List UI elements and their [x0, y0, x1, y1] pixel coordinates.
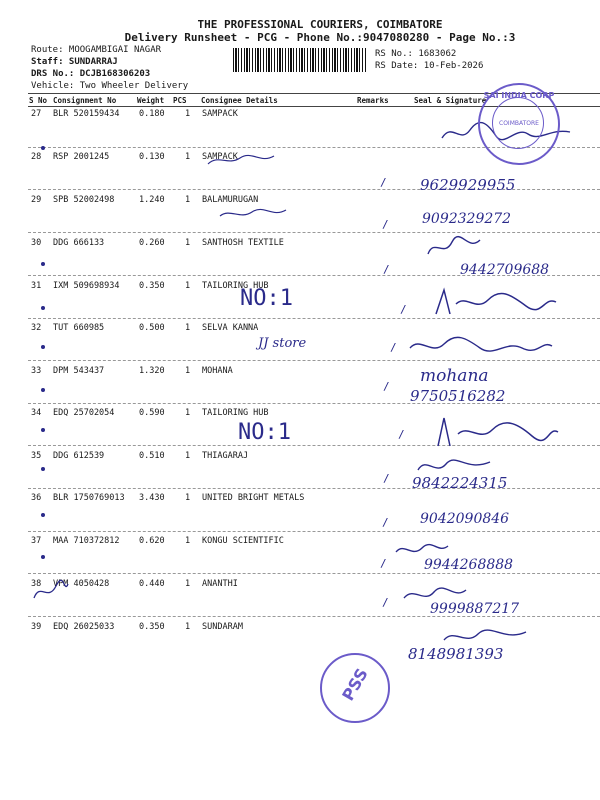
barcode: [233, 48, 367, 72]
ink-scribble: [206, 152, 276, 168]
row-consignment: DDG 612539: [53, 451, 105, 461]
handwritten-phone: 9944268888: [424, 557, 514, 573]
handwritten-phone: 9842224315: [412, 474, 508, 492]
col-consignee: Consignee Details: [201, 96, 278, 105]
row-consignee: UNITED BRIGHT METALS: [202, 493, 305, 503]
row-pcs: 1: [185, 152, 191, 162]
table-row: [0, 493, 600, 535]
stamp-text: PSS: [338, 665, 372, 704]
row-pcs: 1: [185, 451, 191, 461]
signature-scribble: [400, 582, 470, 606]
row-weight: 0.350: [139, 622, 165, 632]
route-label: Route: MOOGAMBIGAI NAGAR: [31, 45, 162, 55]
row-sno: 36: [31, 493, 42, 503]
seal-top-text: SAI INDIA CORP: [483, 91, 555, 100]
handwritten-no1: NO:1: [240, 286, 293, 311]
row-consignee: SAMPACK: [202, 109, 238, 119]
tick-mark: /: [390, 341, 397, 354]
ink-mark: [41, 467, 45, 471]
tick-mark: /: [400, 303, 407, 316]
handwritten-phone: 9629929955: [420, 176, 516, 194]
row-weight: 0.180: [139, 109, 165, 119]
row-divider: [28, 232, 600, 233]
row-sno: 39: [31, 622, 42, 632]
handwritten-phone: 9750516282: [410, 387, 506, 405]
row-consignment: DDG 666133: [53, 238, 105, 248]
company-title: THE PROFESSIONAL COURIERS, COIMBATORE: [197, 18, 443, 31]
row-sno: 30: [31, 238, 42, 248]
row-weight: 0.510: [139, 451, 165, 461]
tick-mark: /: [383, 263, 390, 276]
row-weight: 0.440: [139, 579, 165, 589]
row-consignee: TAILORING HUB: [202, 408, 269, 418]
signature-scribble: [414, 452, 494, 478]
row-consignment: DPM 543437: [53, 366, 105, 376]
row-sno: 34: [31, 408, 42, 418]
company-seal: [478, 83, 560, 165]
signature-scribble: [406, 330, 556, 360]
handwritten-phone: 9042090846: [420, 511, 510, 527]
row-sno: 29: [31, 195, 42, 205]
row-pcs: 1: [185, 622, 191, 632]
ink-mark: [41, 388, 45, 392]
row-weight: 0.590: [139, 408, 165, 418]
row-weight: 0.260: [139, 238, 165, 248]
row-consignee: TAILORING HUB: [202, 281, 269, 291]
row-divider: [28, 488, 600, 489]
row-weight: 0.130: [139, 152, 165, 162]
row-sno: 33: [31, 366, 42, 376]
ink-mark: [41, 146, 45, 150]
row-consignee: SANTHOSH TEXTILE: [202, 238, 284, 248]
tick-mark: /: [380, 176, 387, 189]
row-pcs: 1: [185, 493, 191, 503]
runsheet-subtitle: Delivery Runsheet - PCG - Phone No.:9047080280 - Page No.:3: [124, 31, 516, 44]
row-weight: 0.350: [139, 281, 165, 291]
row-weight: 3.430: [139, 493, 165, 503]
row-consignee: ANANTHI: [202, 579, 238, 589]
tick-mark: /: [382, 516, 389, 529]
signature-scribble: [430, 284, 560, 320]
row-sno: 35: [31, 451, 42, 461]
row-sno: 32: [31, 323, 42, 333]
row-pcs: 1: [185, 195, 191, 205]
ink-mark: [41, 428, 45, 432]
row-weight: 0.620: [139, 536, 165, 546]
staff-label: Staff: SUNDARRAJ: [31, 57, 118, 67]
ink-scribble: [218, 206, 288, 222]
signature-scribble: [440, 624, 530, 648]
col-seal-signature: Seal & Signature: [414, 96, 487, 105]
row-consignment: BLR 1750769013: [53, 493, 125, 503]
handwritten-jj-store: JJ store: [258, 336, 307, 351]
row-pcs: 1: [185, 408, 191, 418]
handwritten-mohana: mohana: [420, 366, 489, 386]
row-consignment: IXM 509698934: [53, 281, 120, 291]
row-consignment: BLR 520159434: [53, 109, 120, 119]
tick-mark: /: [382, 596, 389, 609]
row-pcs: 1: [185, 579, 191, 589]
col-consignment: Consignment No: [53, 96, 117, 105]
ink-scribble: [30, 576, 70, 606]
row-sno: 27: [31, 109, 42, 119]
drs-label: DRS No.: DCJB168306203: [31, 69, 151, 79]
tick-mark: /: [380, 557, 387, 570]
rs-date: RS Date: 10-Feb-2026: [375, 61, 484, 71]
signature-scribble: [392, 538, 452, 560]
ink-mark: [41, 262, 45, 266]
row-sno: 37: [31, 536, 42, 546]
row-consignment: MAA 710372812: [53, 536, 120, 546]
ink-mark: [41, 555, 45, 559]
col-weight: Weight: [137, 96, 165, 105]
round-stamp: [320, 653, 390, 723]
row-consignee: MOHANA: [202, 366, 233, 376]
handwritten-phone: 9442709688: [460, 262, 550, 278]
col-remarks: Remarks: [357, 96, 389, 105]
row-pcs: 1: [185, 366, 191, 376]
tick-mark: /: [398, 428, 405, 441]
ink-mark: [41, 513, 45, 517]
rs-number: RS No.: 1683062: [375, 49, 457, 59]
row-divider: [28, 360, 600, 361]
row-pcs: 1: [185, 281, 191, 291]
tick-mark: /: [382, 218, 389, 231]
row-consignment: TUT 660985: [53, 323, 105, 333]
row-consignee: SUNDARAM: [202, 622, 243, 632]
tick-mark: /: [383, 380, 390, 393]
handwritten-phone: 8148981393: [408, 645, 504, 663]
row-consignment: VPM 4050428: [53, 579, 110, 589]
ink-mark: [41, 306, 45, 310]
col-pcs: PCS: [173, 96, 187, 105]
row-consignee: THIAGARAJ: [202, 451, 249, 461]
row-sno: 38: [31, 579, 42, 589]
signature-scribble: [432, 412, 562, 452]
row-pcs: 1: [185, 536, 191, 546]
ink-mark: [41, 345, 45, 349]
handwritten-no1-second: NO:1: [238, 420, 291, 445]
col-sno: S No: [29, 96, 48, 105]
row-divider: [28, 403, 600, 404]
row-weight: 0.500: [139, 323, 165, 333]
row-consignee: KONGU SCIENTIFIC: [202, 536, 284, 546]
row-weight: 1.240: [139, 195, 165, 205]
row-consignee: SELVA KANNA: [202, 323, 259, 333]
vehicle-label: Vehicle: Two Wheeler Delivery: [31, 81, 189, 91]
seal-city-text: COIMBATORE: [499, 120, 539, 127]
row-consignment: RSP 2001245: [53, 152, 110, 162]
row-consignment: EDQ 25702054: [53, 408, 115, 418]
table-row: [0, 451, 600, 493]
row-consignment: EDQ 26025033: [53, 622, 115, 632]
row-pcs: 1: [185, 323, 191, 333]
row-weight: 1.320: [139, 366, 165, 376]
table-row: [0, 366, 600, 408]
row-sno: 28: [31, 152, 42, 162]
tick-mark: /: [383, 472, 390, 485]
row-pcs: 1: [185, 238, 191, 248]
handwritten-phone: 9092329272: [422, 211, 512, 227]
row-divider: [28, 531, 600, 532]
row-pcs: 1: [185, 109, 191, 119]
row-consignee: SAMPACK: [202, 152, 238, 162]
row-consignment: SPB 52002498: [53, 195, 115, 205]
row-consignee: BALAMURUGAN: [202, 195, 259, 205]
row-divider: [28, 573, 600, 574]
signature-scribble: [424, 232, 484, 262]
row-sno: 31: [31, 281, 42, 291]
handwritten-phone: 9999887217: [430, 601, 520, 617]
